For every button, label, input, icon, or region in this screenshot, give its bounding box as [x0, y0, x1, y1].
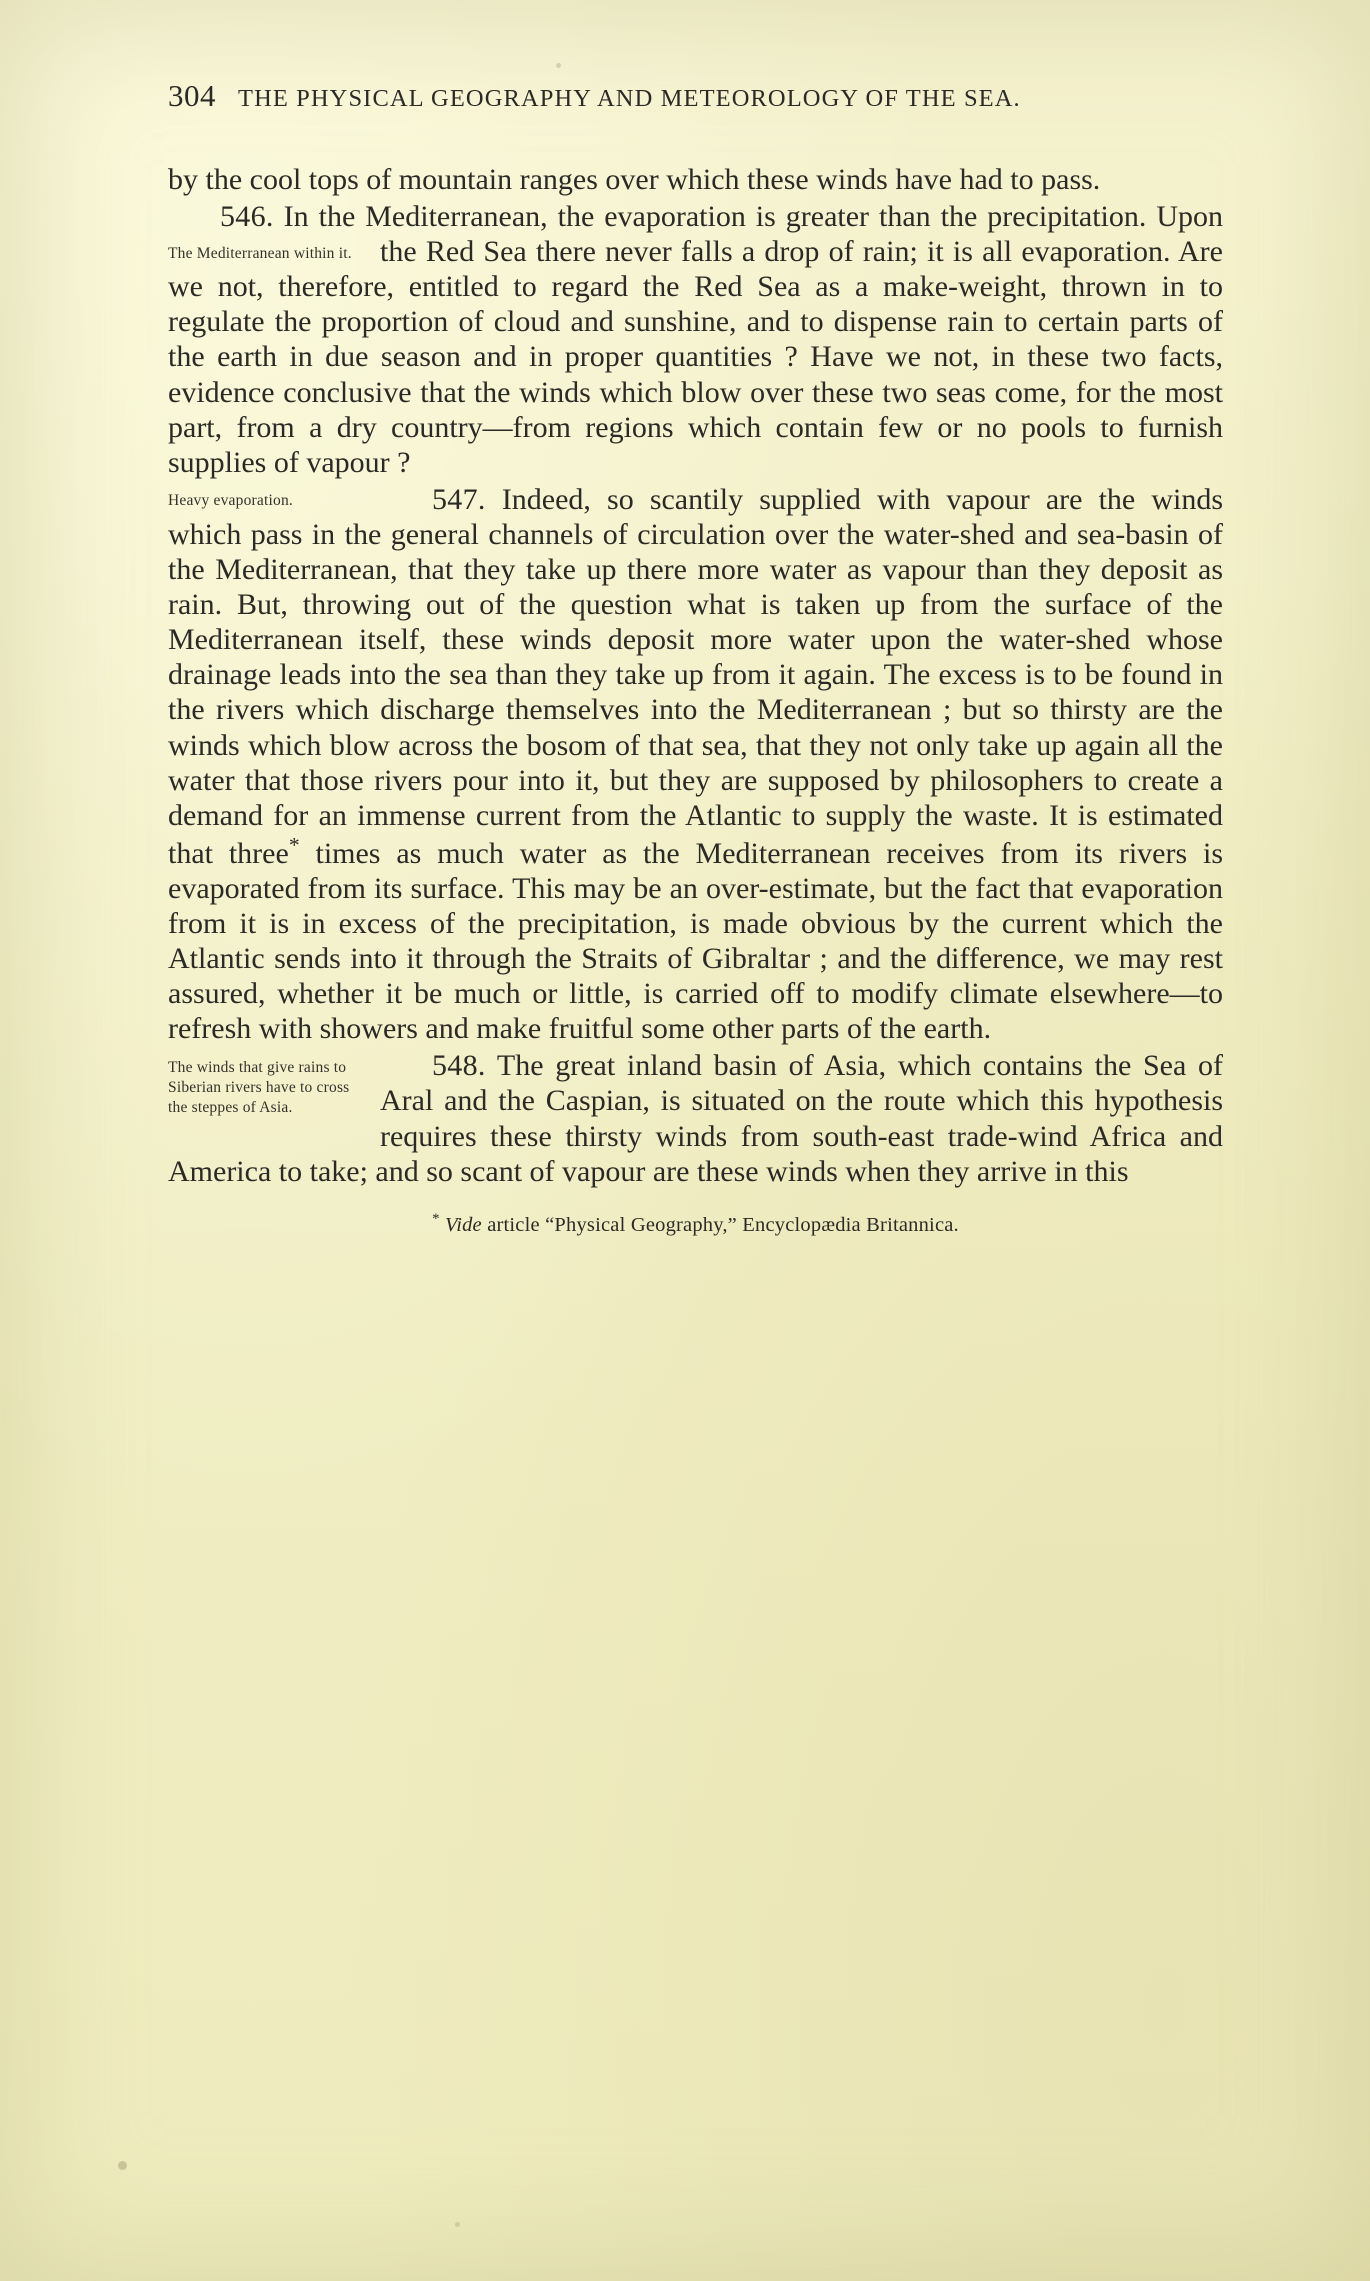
paragraph-548	[168, 1048, 1223, 1188]
page-content	[168, 78, 1223, 1257]
footnote-marker: *	[432, 1210, 440, 1227]
paragraph-546-text-rest: Upon the Red Sea there never falls a drop of rain; it is all evaporation. Are we not, therefore, entitled to regard the Red Sea as a make-weight, thrown in to regulate the proportion of cloud and sunshine, and to dispense rain to certain parts of the earth in due season and in proper quantities ? Have we not, in these two facts, evidence conclusive that the winds which blow over these two seas come, for the most part, from a dry country—from regions which contain few or no pools to furnish supplies of vapour ?	[168, 200, 1224, 479]
sidenote-siberian-winds: The winds that give rains to Siberian rivers have to cross the steppes of Asia.	[168, 1059, 350, 1116]
paragraph-546	[168, 199, 1223, 480]
paper-speck	[455, 2222, 460, 2227]
sidenote-mediterranean: The Mediterranean within it.	[168, 245, 352, 263]
paragraph-547-text-first: Indeed, so scantily supplied with vapour are the winds	[501, 482, 1223, 516]
running-title: THE PHYSICAL GEOGRAPHY AND METEOROLOGY OF THE SEA.	[238, 85, 1021, 112]
footnote-reference-marker: *	[288, 832, 300, 857]
section-number-548: 548.	[432, 1049, 486, 1083]
section-number-546: 546.	[220, 200, 274, 234]
running-head	[168, 78, 1223, 114]
footnote	[168, 1211, 1223, 1237]
paragraph-547-text-tail: times as much water as the Mediterranean receives from its rivers is evaporated from its surface. This may be an over-estimate, but the fact that evaporation from it is in excess of the precipitation, is made obvious by the current which the Atlantic sends into it through the Straits of Gibraltar ; and the difference, we may rest assured, whether it be much or little, is carried off to modify climate elsewhere—to refresh with showers and make fruitful some other parts of the earth.	[168, 836, 1224, 1046]
paragraph-547-text-rest: which pass in the general channels of circulation over the water-shed and sea-basin of the Mediterranean, that they take up there more water as vapour than they deposit as rain. But, throwing out of the question what is taken up from the surface of the Mediterranean itself, these winds deposit more water upon the water-shed whose drainage leads into the sea than they take up from it again. The excess is to be found in the rivers which discharge themselves into the Mediterranean ; but so thirsty are the winds which blow across the bosom of that sea, that they not only take up again all the water that those rivers pour into it, but they are supposed by philosophers to create a demand for an immense current from the Atlantic to supply the waste. It is estimated that three	[168, 517, 1223, 870]
paragraph-continued: by the cool tops of mountain ranges over which these winds have had to pass.	[168, 163, 1101, 196]
paper-speck	[118, 2161, 127, 2170]
footnote-vide: Vide	[445, 1213, 482, 1236]
paragraph-546-text-first: In the Mediterranean, the evaporation is greater than the precipitation.	[283, 200, 1147, 234]
paragraph-548-text-rest: Aral and the Caspian, is situated on the route which this hypothesis requires these thirsty winds from south-east trade-wind Africa and America to take; and so scant of vapour are these winds when they arrive in this	[168, 1084, 1223, 1188]
paragraph-548-text-first: The great inland basin of Asia, which contains the Sea of	[496, 1049, 1223, 1083]
paper-speck	[556, 63, 561, 68]
paragraph-547	[168, 482, 1223, 1047]
sidenote-heavy-evaporation: Heavy evaporation.	[168, 491, 293, 509]
section-number-547: 547.	[432, 482, 486, 516]
footnote-text: article “Physical Geography,” Encyclopædia Britannica.	[487, 1213, 959, 1236]
page-number: 304	[168, 78, 216, 113]
